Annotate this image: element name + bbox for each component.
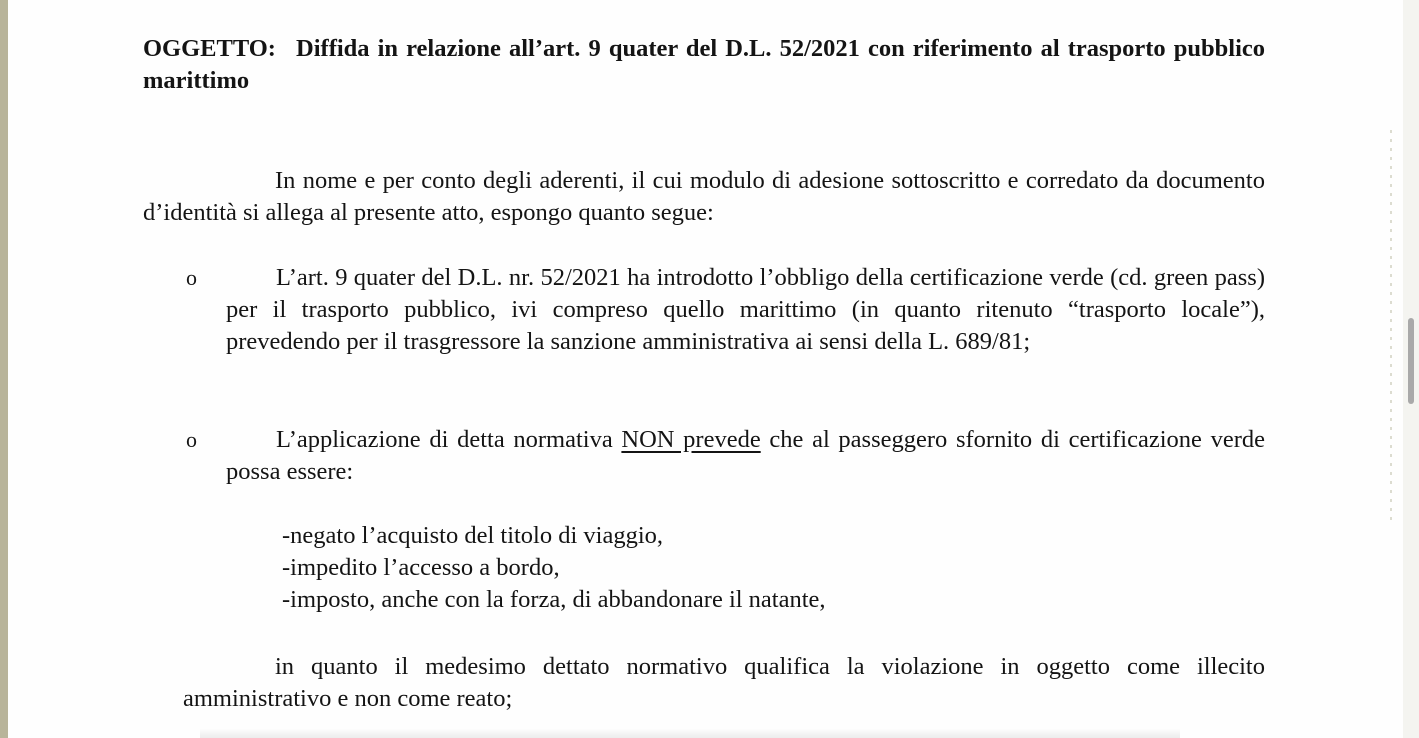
list-item: -impedito l’accesso a bordo,	[282, 554, 560, 581]
page-bottom-shadow	[200, 728, 1180, 738]
bullet-marker: o	[186, 265, 197, 290]
emphasis-underlined: NON prevede	[621, 426, 761, 453]
bullet-paragraph-2	[226, 424, 1265, 488]
subject-heading	[143, 33, 1265, 97]
bullet-text-before: L’applicazione di detta normativa	[276, 426, 613, 453]
scrollbar-track[interactable]	[1403, 0, 1419, 738]
subject-text: Diffida in relazione all’art. 9 quater del D.L. 52/2021 con riferimento al trasporto pubblico marittimo	[143, 35, 1265, 94]
scrollbar-thumb[interactable]	[1408, 318, 1414, 404]
subject-label: OGGETTO:	[143, 35, 276, 62]
bullet-marker: o	[186, 427, 197, 452]
bullet-paragraph-1: L’art. 9 quater del D.L. nr. 52/2021 ha introdotto l’obbligo della certificazione verde (cd. green pass) per il trasporto pubblico, ivi compreso quello marittimo (in quanto ritenuto “trasporto locale”), prevedendo per il trasgressore la sanzione amministrativa ai sensi della L. 689/81;	[226, 264, 1265, 355]
list-item: -negato l’acquisto del titolo di viaggio,	[282, 522, 664, 549]
list-item: -imposto, anche con la forza, di abbandonare il natante,	[282, 586, 826, 613]
bullet-text-after: che al passeggero sfornito di certificazione verde possa essere:	[226, 426, 1265, 485]
closing-paragraph: in quanto il medesimo dettato normativo qualifica la violazione in oggetto come illecito amministrativo e non come reato;	[183, 653, 1265, 712]
page-left-edge	[0, 0, 8, 738]
prohibited-actions-list	[282, 520, 826, 616]
intro-paragraph: In nome e per conto degli aderenti, il cui modulo di adesione sottoscritto e corredato da documento d’identità si allega al presente atto, espongo quanto segue:	[143, 167, 1265, 226]
scan-noise	[1390, 130, 1392, 520]
